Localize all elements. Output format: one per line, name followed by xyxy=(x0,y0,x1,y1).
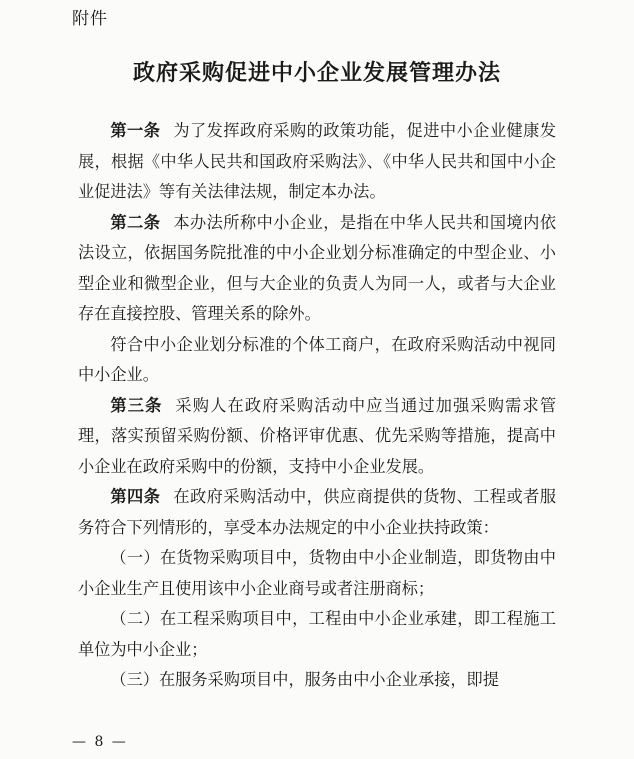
article-text: 在政府采购活动中，供应商提供的货物、工程或者服务符合下列情形的，享受本办法规定的中小企业扶持政策： xyxy=(78,487,557,537)
article-text: 采购人在政府采购活动中应当通过加强采购需求管理，落实预留采购份额、价格评审优惠、优先采购等措施，提高中小企业在政府采购中的份额，支持中小企业发展。 xyxy=(78,395,557,476)
article-heading: 第四条 xyxy=(110,487,161,506)
article-text: 符合中小企业划分标准的个体工商户，在政府采购活动中视同中小企业。 xyxy=(78,334,556,384)
attachment-label: 附件 xyxy=(72,9,108,29)
article-heading: 第三条 xyxy=(110,395,163,415)
list-item-text: （一）在货物采购项目中，货物由中小企业制造，即货物由中小企业生产且使用该中小企业商号或者注册商标； xyxy=(78,548,556,598)
article-text: 为了发挥政府采购的政策功能，促进中小企业健康发展，根据《中华人民共和国政府采购法》、《中华人民共和国中小企业促进法》等有关法律法规，制定本办法。 xyxy=(78,121,557,201)
article-paragraph xyxy=(78,208,556,330)
article-paragraph xyxy=(78,482,556,543)
document-body xyxy=(78,116,556,696)
document-title: 政府采购促进中小企业发展管理办法 xyxy=(132,61,501,86)
article-paragraph xyxy=(78,116,556,208)
list-item-text: （二）在工程采购项目中，工程由中小企业承建，即工程施工单位为中小企业； xyxy=(78,609,556,659)
article-text: 本办法所称中小企业，是指在中华人民共和国境内依法设立，依据国务院批准的中小企业划分标准确定的中型企业、小型企业和微型企业，但与大企业的负责人为同一人，或者与大企业存在直接控股、管理关系的除外。 xyxy=(78,212,557,323)
article-paragraph xyxy=(78,391,556,483)
article-paragraph xyxy=(78,330,556,391)
article-heading: 第二条 xyxy=(110,212,161,232)
page-number: — 8 — xyxy=(72,734,128,750)
list-item xyxy=(78,665,556,696)
list-item xyxy=(78,604,556,665)
list-item-text: （三）在服务采购项目中，服务由中小企业承接，即提 xyxy=(110,670,499,689)
list-item xyxy=(78,543,556,604)
article-heading: 第一条 xyxy=(110,121,161,140)
